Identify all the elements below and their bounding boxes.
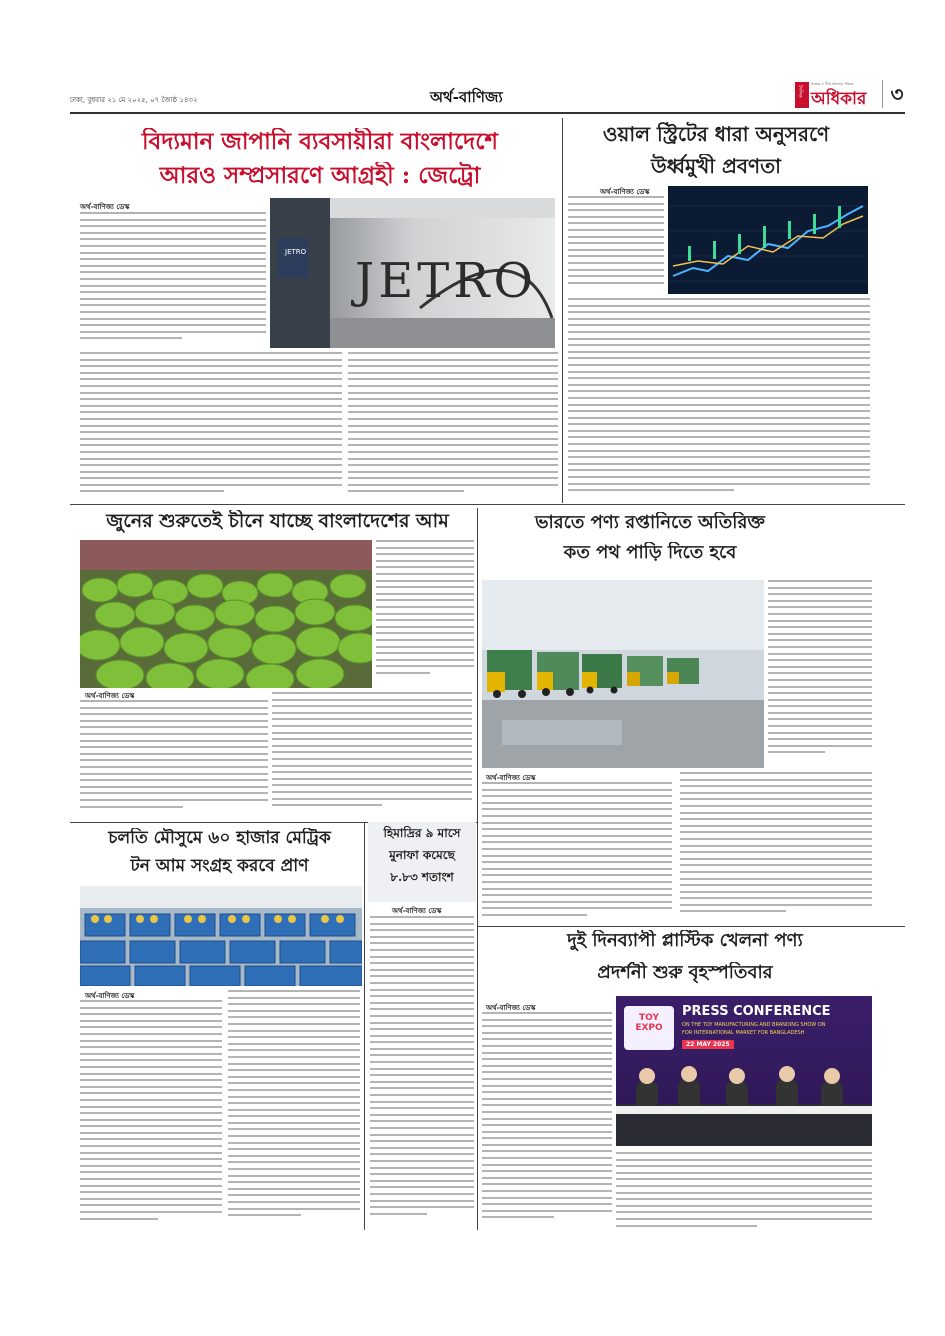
india-export-headline-2: কত পথ পাড়ি দিতে হবে xyxy=(563,542,737,563)
toy-expo-body-col2 xyxy=(616,1152,872,1228)
column-divider-2 xyxy=(477,508,478,828)
pran-byline: অর্থ-বাণিজ্য ডেস্ক xyxy=(85,992,135,1000)
wallstreet-byline: অর্থ-বাণিজ্য ডেস্ক xyxy=(600,188,650,196)
border-trucks-image xyxy=(482,580,764,768)
banner-subtitle: ON THE TOY MANUFACTURING AND BRANDING SHOW ON xyxy=(682,1022,826,1028)
mango-china-body-col3 xyxy=(272,692,472,818)
column-divider-4 xyxy=(477,822,478,1230)
banner-subtitle-2: FOR INTERNATIONAL MARKET FOR BANGLADESH xyxy=(682,1030,805,1036)
photo-sign-text: JETRO xyxy=(355,253,537,309)
jetro-byline: অর্থ-বাণিজ্য ডেস্ক xyxy=(80,203,130,211)
wallstreet-body-col2 xyxy=(568,298,870,498)
india-export-body-col3 xyxy=(680,772,872,922)
pran-body-col1 xyxy=(80,1000,222,1228)
section-title: অর্থ-বাণিজ্য xyxy=(430,88,503,106)
toy-expo-logo: TOY EXPO xyxy=(635,1013,663,1033)
himadri-headline-1: হিমাদ্রির ৯ মাসে xyxy=(383,826,461,840)
wallstreet-headline-1: ওয়াল স্ট্রিটের ধারা অনুসরণে xyxy=(602,122,830,146)
wallstreet-body-col1 xyxy=(568,196,664,294)
toy-expo-headline-2: প্রদর্শনী শুরু বৃহস্পতিবার xyxy=(597,962,773,983)
masthead xyxy=(70,80,904,112)
jetro-headline-2: আরও সম্প্রসারণে আগ্রহী : জেট্রো xyxy=(159,162,481,189)
mango-photo xyxy=(80,540,372,688)
toy-expo-body-col1 xyxy=(482,1012,612,1228)
himadri-body xyxy=(370,916,474,1228)
mango-crates-image xyxy=(80,886,362,986)
india-export-body-col1 xyxy=(768,580,872,768)
mango-china-body-col2 xyxy=(80,700,268,818)
jetro-body-col2 xyxy=(80,352,342,500)
photo-sign-small: JETRO xyxy=(285,248,307,256)
toy-expo-photo xyxy=(616,996,872,1146)
column-divider xyxy=(562,118,563,503)
toy-expo-headline-1: দুই দিনব্যাপী প্লাস্টিক খেলনা পণ্য xyxy=(567,930,803,951)
banner-date: 22 MAY 2025 xyxy=(682,1040,734,1049)
jetro-body-col1 xyxy=(80,212,266,347)
dateline: ঢাকা, বুধবার ২১ মে ২০২৫, ০৭ জ্যৈষ্ঠ ১৪৩২ xyxy=(70,96,198,104)
jetro-body-col3 xyxy=(348,352,558,500)
page-number: ৩ xyxy=(882,80,911,108)
india-export-byline: অর্থ-বাণিজ্য ডেস্ক xyxy=(486,774,536,782)
stock-chart-photo xyxy=(668,186,868,294)
masthead-rule xyxy=(70,112,905,114)
logo-tagline: সত্যের এ দীপ্ত আলোর পত্রিকা xyxy=(811,82,854,86)
logo-text: অধিকার xyxy=(811,89,867,109)
jetro-photo xyxy=(270,198,555,348)
pran-body-col2 xyxy=(228,990,360,1228)
india-export-headline-1: ভারতে পণ্য রপ্তানিতে অতিরিক্ত xyxy=(535,512,765,533)
mango-china-body-col1 xyxy=(376,540,474,688)
wallstreet-headline-2: উর্ধ্বমুখী প্রবণতা xyxy=(651,154,781,178)
banner-title: PRESS CONFERENCE xyxy=(682,1004,831,1019)
toy-expo-byline: অর্থ-বাণিজ্য ডেস্ক xyxy=(486,1004,536,1012)
himadri-byline: অর্থ-বাণিজ্য ডেস্ক xyxy=(392,907,442,915)
india-export-body-col2 xyxy=(482,782,672,922)
column-divider-3 xyxy=(364,822,365,1230)
pran-headline-2: টন আম সংগ্রহ করবে প্রাণ xyxy=(130,856,309,876)
section-rule-1 xyxy=(70,504,905,505)
logo-small-text: দৈনিক xyxy=(797,85,803,98)
himadri-headline-3: ৮.৮৩ শতাংশ xyxy=(390,870,454,884)
mango-china-byline: অর্থ-বাণিজ্য ডেস্ক xyxy=(85,692,135,700)
trucks-photo xyxy=(482,580,764,768)
stock-chart-image xyxy=(668,186,868,294)
mango-china-headline: জুনের শুরুতেই চীনে যাচ্ছে বাংলাদেশের আম xyxy=(106,510,449,532)
himadri-headline-2: মুনাফা কমেছে xyxy=(389,848,455,862)
masthead-logo xyxy=(795,80,875,110)
section-rule-3 xyxy=(478,926,905,927)
pran-headline-1: চলতি মৌসুমে ৬০ হাজার মেট্রিক xyxy=(108,828,331,848)
jetro-headline-1: বিদ্যমান জাপানি ব্যবসায়ীরা বাংলাদেশে xyxy=(141,128,499,155)
pran-mango-crates-photo xyxy=(80,886,362,986)
mango-heap-image xyxy=(80,540,372,688)
